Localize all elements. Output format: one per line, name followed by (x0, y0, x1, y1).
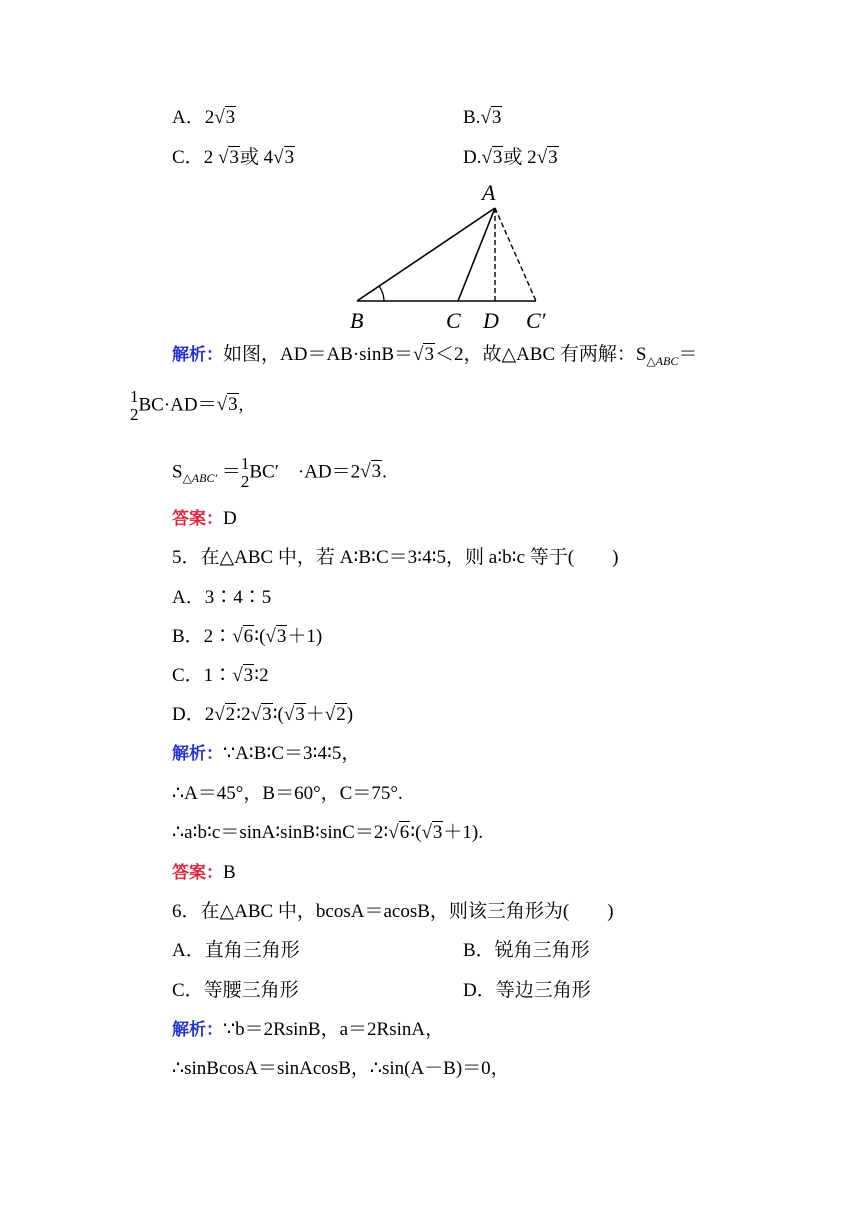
label-c-prime: C′ (526, 308, 546, 333)
q6-option-a: A．直角三角形 (172, 940, 300, 961)
q6-analysis-line1: 解析：∵b＝2RsinB，a＝2RsinA， (172, 1019, 445, 1040)
side-ac (458, 208, 495, 301)
q4-analysis-line2: 1 2 BC·AD＝√3, (130, 387, 244, 424)
q5-analysis-line3: ∴a∶b∶c＝sinA∶sinB∶sinC＝2∶√6∶(√3＋1). (172, 822, 483, 843)
q5-option-b: B．2∶√6∶(√3＋1) (172, 626, 323, 647)
answer-label: 答案： (172, 863, 223, 883)
analysis-label: 解析： (172, 1020, 223, 1040)
angle-b-arc (379, 286, 384, 301)
q5-analysis-line1: 解析：∵A∶B∶C＝3∶4∶5， (172, 743, 361, 764)
q6-option-b: B．锐角三角形 (463, 940, 590, 961)
q5-stem: 5．在△ABC 中，若 A∶B∶C＝3∶4∶5，则 a∶b∶c 等于( ) (172, 547, 619, 568)
analysis-label: 解析： (172, 744, 223, 764)
q4-analysis-line3: $S_{\triangle ABC'}$ ＝ 1 2 BC′ ·AD＝2√3. (172, 454, 387, 491)
label-b: B (350, 308, 364, 333)
label-c: C (446, 308, 461, 333)
label-d: D (483, 308, 499, 333)
q4-option-b: B.√3 (463, 107, 502, 128)
q5-option-a: A．3∶4∶5 (172, 587, 272, 608)
side-ab (357, 208, 495, 301)
answer-label: 答案： (172, 509, 223, 529)
q4-option-a: A．2√3 (172, 107, 236, 128)
q6-analysis-line2: ∴sinBcosA＝sinAcosB，∴sin(A－B)＝0， (172, 1058, 510, 1079)
q4-option-c: C．2 √3或 4√3 (172, 147, 295, 168)
q6-option-c: C．等腰三角形 (172, 980, 299, 1001)
q4-analysis-line1: 解析：如图，AD＝AB·sinB＝√3＜2，故△ABC 有两解：$S_{\triangle ABC}=$ (172, 344, 698, 368)
q5-option-c: C．1∶√3∶2 (172, 665, 269, 686)
q5-option-d: D．2√2∶2√3∶(√3＋√2) (172, 704, 354, 725)
q5-analysis-line2: ∴A＝45°，B＝60°，C＝75°. (172, 783, 403, 804)
side-ac-prime (495, 208, 536, 301)
triangle-diagram (340, 180, 560, 340)
q4-answer: 答案：D (172, 508, 237, 529)
q5-answer: 答案：B (172, 862, 236, 883)
triangle-figure (340, 180, 560, 340)
label-a: A (482, 180, 496, 205)
q6-stem: 6．在△ABC 中，bcosA＝acosB，则该三角形为( ) (172, 901, 614, 922)
analysis-label: 解析： (172, 345, 223, 365)
q6-option-d: D．等边三角形 (463, 980, 591, 1001)
q4-option-d: D.√3或 2√3 (463, 147, 558, 168)
